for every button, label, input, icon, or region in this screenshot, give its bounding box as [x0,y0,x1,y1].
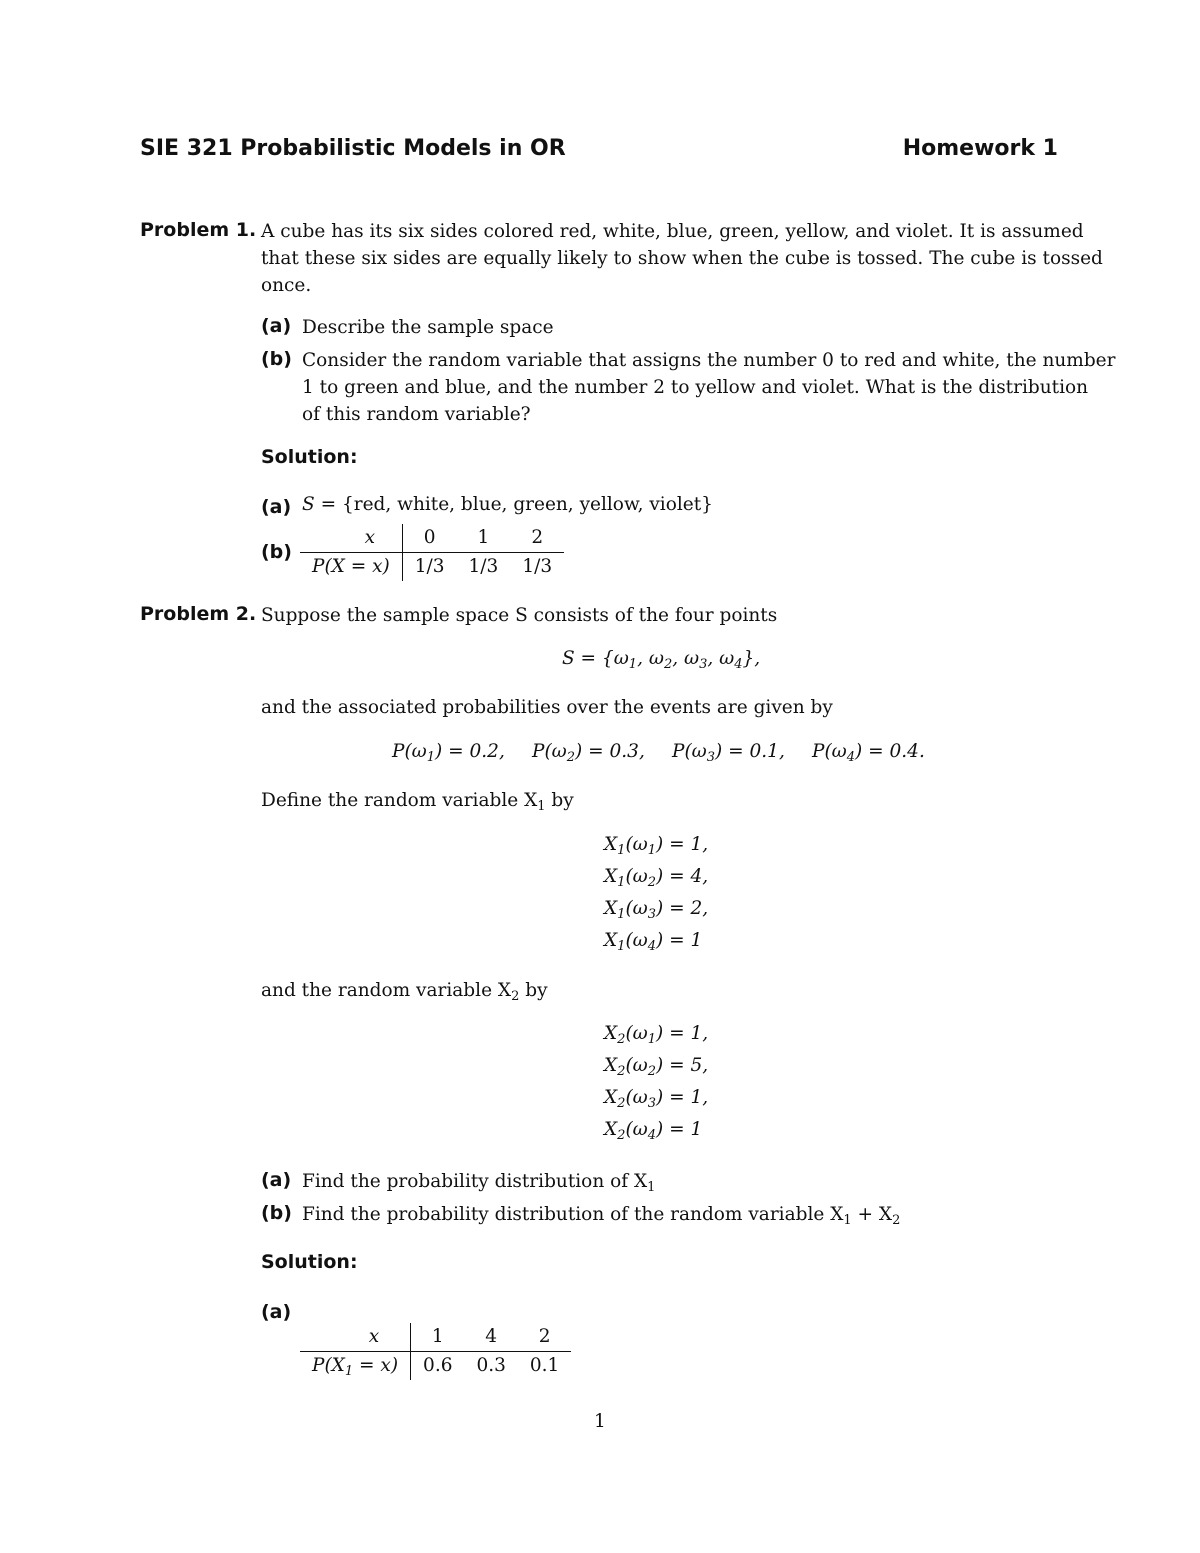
prob-omega3: $P(\omega_3) = 0.1$, [672,741,785,765]
sample-space-points: $S = \{\omega_1$, $\omega_2$, $\omega_3$, $\omega_4$}, [562,648,761,672]
problem1-b-text-line3: of this random variable? [302,404,531,425]
sample-space-set: {red, white, blue, green, yellow, violet} [341,494,713,515]
table-cell-x: 0 [402,524,456,553]
table-head-x: x [300,1323,411,1352]
x2-value-4: $X_2(\omega_4) = 1$ [604,1119,703,1143]
x1-value-1: $X_1(\omega_1) = 1$, [604,834,709,858]
page-number: 1 [594,1411,606,1432]
problem1-statement-line3: once. [261,275,312,296]
x1-value-2: $X_1(\omega_2) = 4$, [604,866,709,890]
x1-value-4: $X_1(\omega_4) = 1$ [604,930,703,954]
sample-space-symbol: S [302,494,315,515]
problem1-b-label: (b) [261,348,292,370]
table-cell-p: 1/3 [468,556,499,577]
problem1-statement-line1: A cube has its six sides colored red, white, blue, green, yellow, and violet. It is assumed [261,221,1084,242]
probs-intro: and the associated probabilities over the events are given by [261,697,833,718]
problem2-intro: Suppose the sample space S consists of the four points [261,605,778,626]
problem2-b-label: (b) [261,1202,292,1224]
problem2-a-label: (a) [261,1169,292,1191]
table-head-x: x [300,524,402,553]
x1-value-3: $X_1(\omega_3) = 2$, [604,898,709,922]
x2-value-1: $X_2(\omega_1) = 1$, [604,1023,709,1047]
table-cell-p: 0.6 [423,1355,453,1376]
problem1-solution-label: Solution: [261,446,358,468]
table-cell-x: 2 [518,1323,571,1352]
prob-omega1: $P(\omega_1) = 0.2$, [392,741,505,765]
x2-intro: and the random variable $X_2$ by [261,980,548,1004]
problem1-label: Problem 1. [140,219,257,241]
problem2-b-text: Find the probability distribution of the random variable $X_1 + X_2$ [302,1204,901,1228]
table-cell-x: 1 [457,524,511,553]
table-cell-x: 1 [411,1323,465,1352]
problem2-solution-label: Solution: [261,1251,358,1273]
table-cell-p: 1/3 [522,556,553,577]
table-row-label: P(X = x) [300,553,402,582]
distribution-table-x1 [300,1323,571,1380]
homework-title: Homework 1 [902,136,1058,161]
problem1-b-text-line1: Consider the random variable that assigns the number 0 to red and white, the number [302,350,1116,371]
problem2-sol-a-label: (a) [261,1301,292,1323]
x1-intro: Define the random variable $X_1$ by [261,790,574,814]
prob-omega4: $P(\omega_4) = 0.4$. [812,741,925,765]
sample-space-answer [302,494,713,515]
table-cell-x: 4 [464,1323,517,1352]
table-cell-x: 2 [510,524,564,553]
problem1-sol-a-label: (a) [261,496,292,518]
table-cell-p: 0.1 [529,1355,560,1376]
distribution-table-x [300,524,564,581]
x2-value-3: $X_2(\omega_3) = 1$, [604,1087,709,1111]
problem2-label: Problem 2. [140,603,257,625]
table-cell-p: 0.3 [476,1355,506,1376]
problem1-a-label: (a) [261,315,292,337]
x2-value-2: $X_2(\omega_2) = 5$, [604,1055,709,1079]
problem2-a-text: Find the probability distribution of $X_1$ [302,1171,656,1195]
course-title: SIE 321 Probabilistic Models in OR [140,136,566,161]
problem1-a-text: Describe the sample space [302,317,554,338]
equals-sign: = [314,494,342,515]
problem1-sol-b-label: (b) [261,541,292,563]
problem1-statement-line2: that these six sides are equally likely to show when the cube is tossed. The cube is tossed [261,248,1103,269]
table-row-label: $P(X_1 = x)$ [300,1352,411,1381]
problem1-b-text-line2: 1 to green and blue, and the number 2 to yellow and violet. What is the distribution [302,377,1089,398]
table-cell-p: 1/3 [414,556,445,577]
prob-omega2: $P(\omega_2) = 0.3$, [532,741,645,765]
